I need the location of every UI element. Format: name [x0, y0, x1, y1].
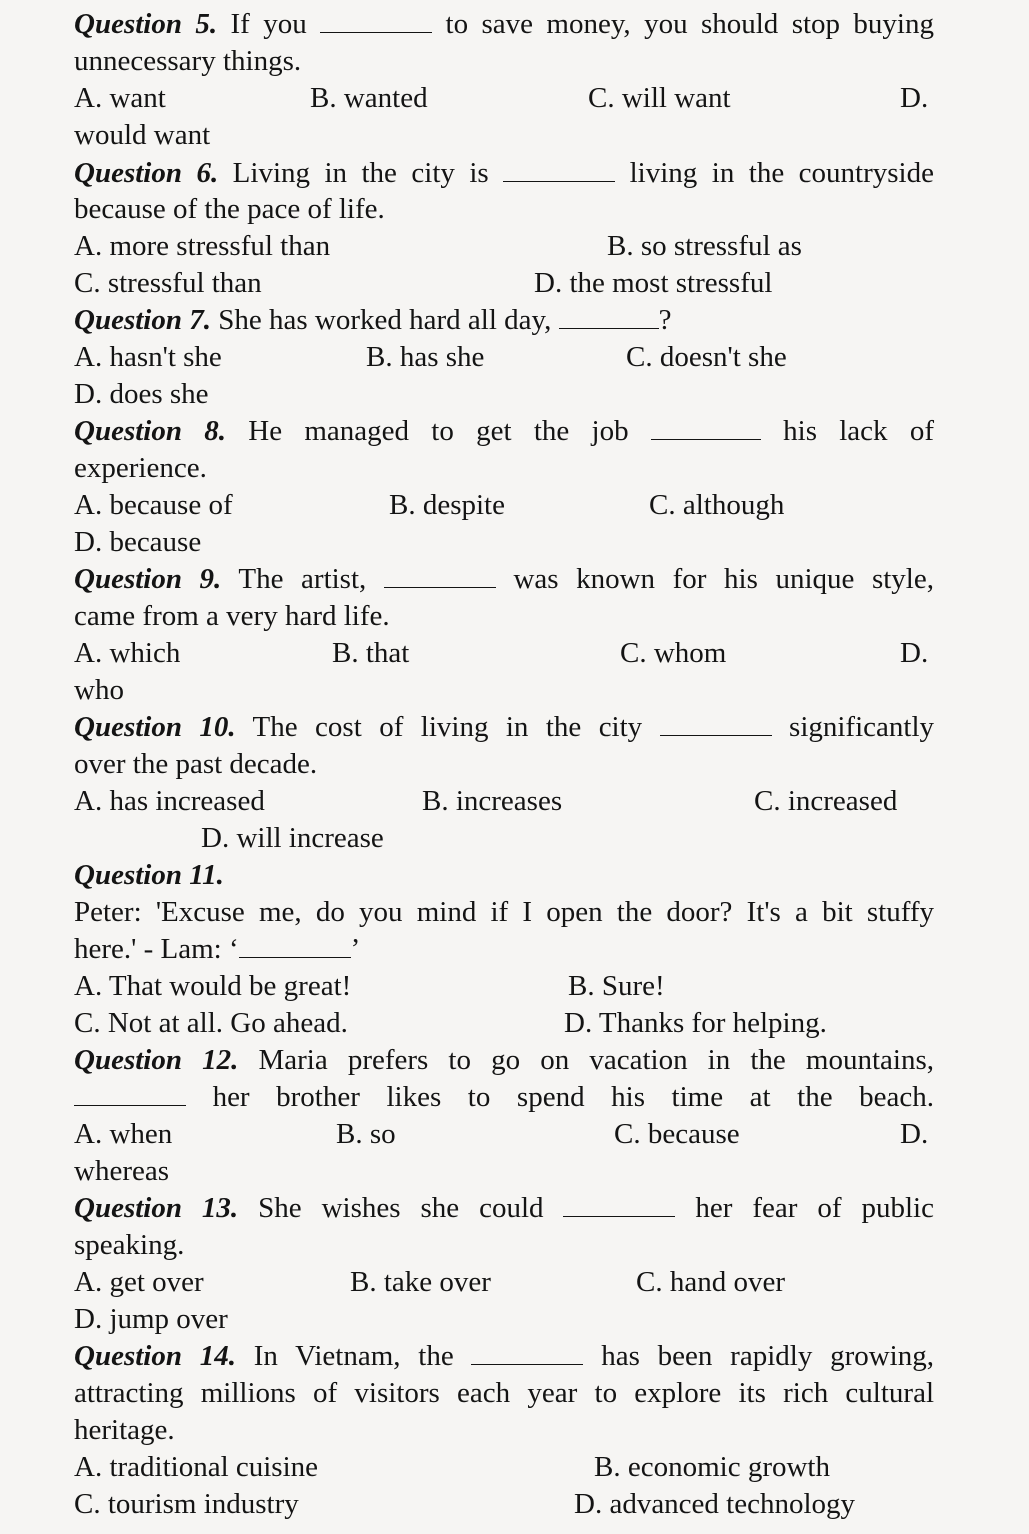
q5-option-a[interactable]: A. want — [74, 82, 166, 114]
q9-option-d[interactable]: D. — [900, 637, 929, 669]
q9-blank[interactable] — [384, 565, 496, 588]
q13-option-d[interactable]: D. jump over — [74, 1303, 228, 1335]
q12-blank[interactable] — [74, 1083, 186, 1106]
q12-option-d-text[interactable]: whereas — [74, 1155, 170, 1187]
q5-option-b[interactable]: B. wanted — [310, 82, 428, 114]
q7-options — [74, 339, 934, 376]
q6-option-a[interactable]: A. more stressful than — [74, 230, 331, 262]
q13-label: Question 13. — [74, 1192, 239, 1224]
q14-stem-line3: heritage. — [74, 1414, 175, 1446]
q10-option-c[interactable]: C. increased — [754, 785, 898, 817]
q10-option-b[interactable]: B. increases — [422, 785, 563, 817]
q12-options — [74, 1116, 934, 1153]
q10-label: Question 10. — [74, 711, 236, 743]
q8-option-b[interactable]: B. despite — [389, 489, 505, 521]
q13-blank[interactable] — [563, 1194, 675, 1217]
q5-option-c[interactable]: C. will want — [588, 82, 731, 114]
q7-stem: Question 7. She has worked hard all day, ? — [74, 304, 672, 336]
q13-options — [74, 1264, 934, 1301]
q8-stem: Question 8. He managed to get the job his lack of — [74, 415, 934, 447]
q14-options-row1 — [74, 1449, 934, 1486]
q10-option-a[interactable]: A. has increased — [74, 785, 265, 817]
q5-label: Question 5. — [74, 8, 218, 40]
q11-option-b[interactable]: B. Sure! — [568, 970, 665, 1002]
q6-option-c[interactable]: C. stressful than — [74, 267, 262, 299]
q12-option-b[interactable]: B. so — [336, 1118, 396, 1150]
q7-option-d[interactable]: D. does she — [74, 378, 209, 410]
q10-blank[interactable] — [660, 713, 772, 736]
q12-stem-line2: her brother likes to spend his time at the beach. — [74, 1079, 934, 1116]
q12-option-c[interactable]: C. because — [614, 1118, 740, 1150]
q7-label: Question 7. — [74, 304, 211, 336]
q11-options-row1 — [74, 968, 934, 1005]
q5-blank[interactable] — [320, 10, 432, 33]
q7-option-c[interactable]: C. doesn't she — [626, 341, 787, 373]
q8-blank[interactable] — [651, 417, 761, 440]
q9-stem: Question 9. The artist, was known for his unique style, — [74, 563, 934, 595]
q11-option-d[interactable]: D. Thanks for helping. — [564, 1007, 827, 1039]
q14-stem-line2: attracting millions of visitors each year to explore its rich cultural — [74, 1377, 934, 1409]
q8-option-a[interactable]: A. because of — [74, 489, 233, 521]
q10-options-row2 — [74, 820, 934, 857]
q6-options-row1 — [74, 228, 934, 265]
q13-stem-line2: speaking. — [74, 1229, 185, 1261]
q8-option-c[interactable]: C. although — [649, 489, 785, 521]
q6-option-b[interactable]: B. so stressful as — [607, 230, 802, 262]
q14-option-a[interactable]: A. traditional cuisine — [74, 1451, 319, 1483]
q11-label: Question 11. — [74, 859, 224, 891]
q13-option-b[interactable]: B. take over — [350, 1266, 491, 1298]
q9-options — [74, 635, 934, 672]
q12-option-d[interactable]: D. — [900, 1118, 929, 1150]
q7-option-b[interactable]: B. has she — [366, 341, 485, 373]
q8-option-d[interactable]: D. because — [74, 526, 202, 558]
q6-options-row2 — [74, 265, 934, 302]
q14-label: Question 14. — [74, 1340, 236, 1372]
q8-options — [74, 487, 934, 524]
q5-stem: Question 5. If you to save money, you should stop buying — [74, 8, 934, 40]
q9-option-a[interactable]: A. which — [74, 637, 181, 669]
q9-stem-line2: came from a very hard life. — [74, 600, 390, 632]
q6-blank[interactable] — [503, 159, 615, 182]
q5-option-d-text[interactable]: would want — [74, 119, 211, 151]
q11-options-row2 — [74, 1005, 934, 1042]
q9-label: Question 9. — [74, 563, 222, 595]
q7-blank[interactable] — [559, 306, 659, 329]
q9-option-d-text[interactable]: who — [74, 674, 124, 706]
q10-stem-line2: over the past decade. — [74, 748, 318, 780]
q10-option-d[interactable]: D. will increase — [201, 822, 384, 854]
q13-option-a[interactable]: A. get over — [74, 1266, 204, 1298]
q10-stem: Question 10. The cost of living in the city significantly — [74, 711, 935, 743]
q14-options-row2 — [74, 1486, 934, 1523]
q12-stem: Question 12. Maria prefers to go on vacation in the mountains, — [74, 1044, 934, 1076]
q10-options — [74, 783, 934, 820]
q6-stem-line2: because of the pace of life. — [74, 193, 385, 225]
q13-stem: Question 13. She wishes she could her fear of public — [74, 1192, 934, 1224]
q8-label: Question 8. — [74, 415, 226, 447]
q6-stem: Question 6. Living in the city is living in the countryside — [74, 157, 934, 189]
q5-option-d[interactable]: D. — [900, 82, 929, 114]
q9-option-b[interactable]: B. that — [332, 637, 410, 669]
q14-option-c[interactable]: C. tourism industry — [74, 1488, 299, 1520]
q11-dialogue-line2: here.' - Lam: ‘ ’ — [74, 933, 361, 965]
q14-stem: Question 14. In Vietnam, the has been rapidly growing, — [74, 1340, 934, 1372]
q11-option-a[interactable]: A. That would be great! — [74, 970, 352, 1002]
q7-option-a[interactable]: A. hasn't she — [74, 341, 222, 373]
q6-label: Question 6. — [74, 157, 219, 189]
q9-option-c[interactable]: C. whom — [620, 637, 727, 669]
q11-blank[interactable] — [239, 935, 351, 958]
q12-label: Question 12. — [74, 1044, 239, 1076]
q14-option-b[interactable]: B. economic growth — [594, 1451, 830, 1483]
q11-option-c[interactable]: C. Not at all. Go ahead. — [74, 1007, 348, 1039]
q5-options — [74, 80, 934, 117]
q5-stem-line2: unnecessary things. — [74, 45, 302, 77]
q13-option-c[interactable]: C. hand over — [636, 1266, 785, 1298]
q14-blank[interactable] — [471, 1342, 583, 1365]
q12-option-a[interactable]: A. when — [74, 1118, 173, 1150]
q6-option-d[interactable]: D. the most stressful — [534, 267, 773, 299]
q8-stem-line2: experience. — [74, 452, 207, 484]
q14-option-d[interactable]: D. advanced technology — [574, 1488, 856, 1520]
q11-dialogue-line1: Peter: 'Excuse me, do you mind if I open the door? It's a bit stuffy — [74, 896, 934, 928]
